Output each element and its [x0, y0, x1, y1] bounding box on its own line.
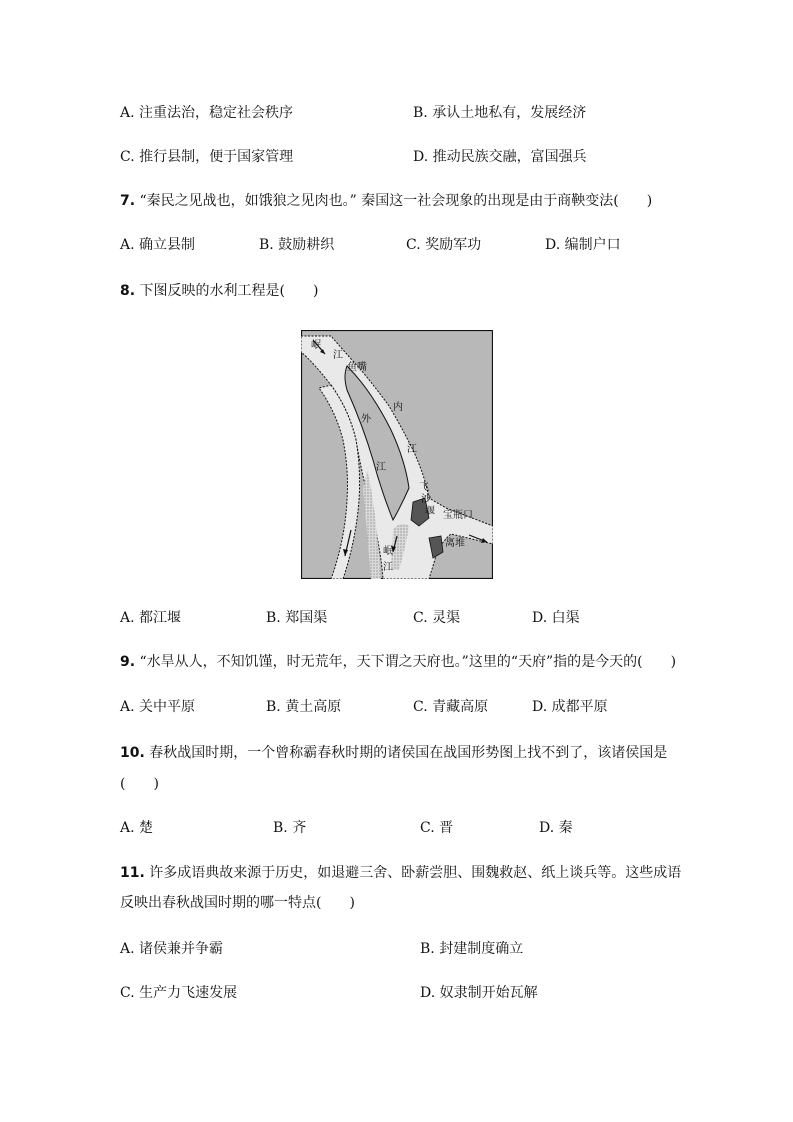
- q8-option-b: B. 郑国渠: [266, 610, 328, 626]
- label-baopingkou: 宝瓶口: [443, 510, 473, 521]
- q9-number: 9.: [120, 654, 136, 670]
- q6-option-d: D. 推动民族交融，富国强兵: [413, 149, 587, 165]
- q9-option-c: C. 青藏高原: [413, 699, 489, 715]
- label-sha: 沙: [421, 494, 431, 505]
- q9-option-d: D. 成都平原: [532, 699, 608, 715]
- q11-option-a: A. 诸侯兼并争霸: [120, 941, 224, 957]
- label-min-2: 岷: [383, 546, 393, 557]
- label-lidui: 离堆: [445, 538, 465, 549]
- q8-number: 8.: [120, 283, 136, 299]
- label-jiang-2: 江: [383, 562, 393, 573]
- q7-number: 7.: [120, 193, 136, 209]
- label-yuzui: 鱼嘴: [347, 362, 367, 373]
- q10-option-a: A. 楚: [120, 820, 154, 836]
- q9-stem-line: [120, 652, 676, 672]
- q11-stem-cont: 反映出春秋战国时期的哪一特点( ): [120, 895, 355, 911]
- q10-stem-line: [120, 743, 667, 763]
- q9-option-b: B. 黄土高原: [266, 699, 342, 715]
- q11-stem: 许多成语典故来源于历史，如退避三舍、卧薪尝胆、围魏救赵、纸上谈兵等。这些成语: [149, 865, 682, 881]
- q8-option-a: A. 都江堰: [120, 610, 182, 626]
- q9-option-a: A. 关中平原: [120, 699, 196, 715]
- q8-option-d: D. 白渠: [532, 610, 580, 626]
- q6-option-a: A. 注重法治，稳定社会秩序: [120, 105, 294, 121]
- q9-stem: “水旱从人，不知饥馑，时无荒年，天下谓之天府也。”这里的“天府”指的是今天的( ): [139, 654, 677, 670]
- q11-option-b: B. 封建制度确立: [420, 941, 524, 957]
- q10-option-b: B. 齐: [273, 820, 307, 836]
- q7-option-b: B. 鼓励耕织: [259, 237, 335, 253]
- q8-stem: 下图反映的水利工程是( ): [139, 283, 319, 299]
- q7-option-d: D. 编制户口: [545, 237, 621, 253]
- q10-stem-cont: ( ): [120, 776, 159, 792]
- q11-option-c: C. 生产力飞速发展: [120, 985, 238, 1001]
- q10-option-d: D. 秦: [539, 820, 573, 836]
- q7-stem: “秦民之见战也，如饿狼之见肉也。” 秦国这一社会现象的出现是由于商鞅变法( ): [139, 193, 653, 209]
- label-jiang-nei: 江: [407, 444, 417, 455]
- label-wai: 外: [361, 414, 371, 425]
- label-nei: 内: [393, 402, 403, 413]
- q8-option-c: C. 灵渠: [413, 610, 461, 626]
- q11-option-d: D. 奴隶制开始瓦解: [420, 985, 538, 1001]
- q8-stem-line: [120, 281, 318, 301]
- label-fei: 飞: [419, 482, 429, 493]
- q10-stem: 春秋战国时期，一个曾称霸春秋时期的诸侯国在战国形势图上找不到了，该诸侯国是: [149, 745, 668, 761]
- dujiangyan-map: [301, 330, 493, 579]
- q7-stem-line: [120, 191, 652, 211]
- q10-number: 10.: [120, 745, 145, 761]
- q10-option-c: C. 晋: [420, 820, 454, 836]
- q11-number: 11.: [120, 865, 145, 881]
- q6-option-b: B. 承认土地私有，发展经济: [413, 105, 587, 121]
- label-jiang-wai: 江: [376, 462, 386, 473]
- label-jiang-1: 江: [333, 350, 343, 361]
- q6-option-c: C. 推行县制，便于国家管理: [120, 149, 294, 165]
- q11-stem-line: [120, 863, 681, 883]
- label-min-1: 岷: [311, 340, 321, 351]
- q7-option-c: C. 奖励军功: [406, 237, 482, 253]
- label-yan: 堰: [425, 506, 435, 517]
- q7-option-a: A. 确立县制: [120, 237, 196, 253]
